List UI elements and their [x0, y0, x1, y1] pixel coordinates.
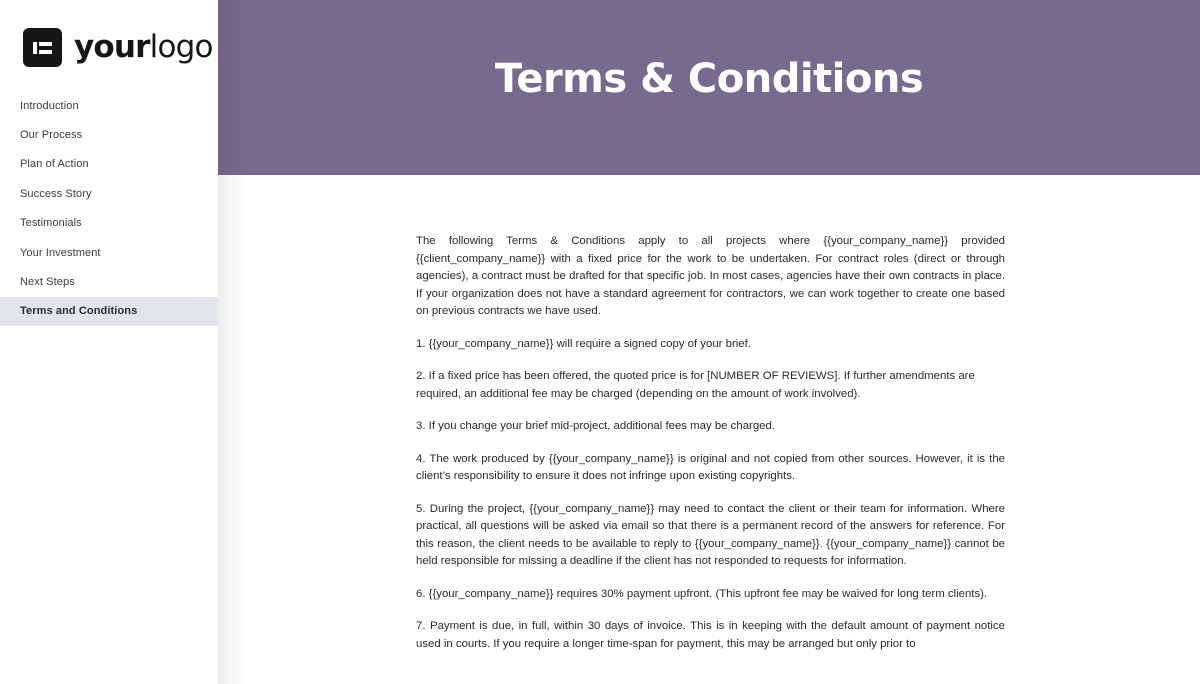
terms-body	[416, 233, 1005, 668]
main-content	[218, 0, 1200, 684]
term-item-7: 7. Payment is due, in full, within 30 days of invoice. This is in keeping with the default amount of payment notice used in courts. If you require a longer time-span for payment, this may be arranged but only prior to	[416, 620, 1005, 650]
sidebar	[0, 0, 218, 684]
logo-mark-icon	[23, 28, 62, 67]
sidebar-item-our-process[interactable]: Our Process	[20, 129, 83, 142]
sidebar-item-success-story[interactable]: Success Story	[20, 187, 92, 200]
term-item-4: 4. The work produced by {{your_company_name}} is original and not copied from other sources. However, it is the client’s responsibility to ensure it does not infringe upon existing copyrights.	[416, 452, 1005, 483]
logo-text-bold: your	[74, 29, 150, 65]
term-item-1: 1. {{your_company_name}} will require a signed copy of your brief.	[416, 337, 751, 350]
sidebar-item-next-steps[interactable]: Next Steps	[20, 276, 75, 289]
page-header	[218, 0, 1200, 175]
sidebar-item-terms-and-conditions[interactable]: Terms and Conditions	[0, 297, 218, 326]
logo[interactable]	[23, 28, 213, 67]
sidebar-item-your-investment[interactable]: Your Investment	[20, 246, 101, 259]
sidebar-item-introduction[interactable]: Introduction	[20, 99, 79, 112]
page-title: Terms & Conditions	[494, 55, 924, 102]
term-item-3: 3. If you change your brief mid-project, additional fees may be charged.	[416, 420, 776, 433]
logo-text	[74, 29, 213, 65]
sidebar-item-testimonials[interactable]: Testimonials	[20, 217, 82, 230]
term-item-5: 5. During the project, {{your_company_name}} may need to contact the client or their team for information. Where practical, all questions will be asked via email so that there is a permanent record of the answers for reference. For this reason, the client needs to be available to reply to {{your_company_name}}. {{your_company_name}} cannot be held responsible for missing a deadline if the client has not responded to requests for information.	[416, 502, 1005, 568]
sidebar-item-plan-of-action[interactable]: Plan of Action	[20, 158, 89, 171]
logo-text-light: logo	[149, 29, 213, 65]
intro-paragraph: The following Terms & Conditions apply to all projects where {{your_company_name}} provided {{client_company_name}} with a fixed price for the work to be undertaken. For contract roles (direct or through agencies), a contract must be drafted for that specific job. In most cases, agencies have their own contracts in place. If your organization does not have a standard agreement for contractors, we can work together to create one based on previous contracts we have used.	[416, 235, 1005, 318]
sidebar-nav	[0, 91, 218, 326]
term-item-6: 6. {{your_company_name}} requires 30% payment upfront. (This upfront fee may be waived for long term clients).	[416, 587, 988, 600]
term-item-2: 2. If a fixed price has been offered, the quoted price is for [NUMBER OF REVIEWS]. If further amendments are required, an additional fee may be charged (depending on the amount of work involved).	[416, 370, 975, 400]
